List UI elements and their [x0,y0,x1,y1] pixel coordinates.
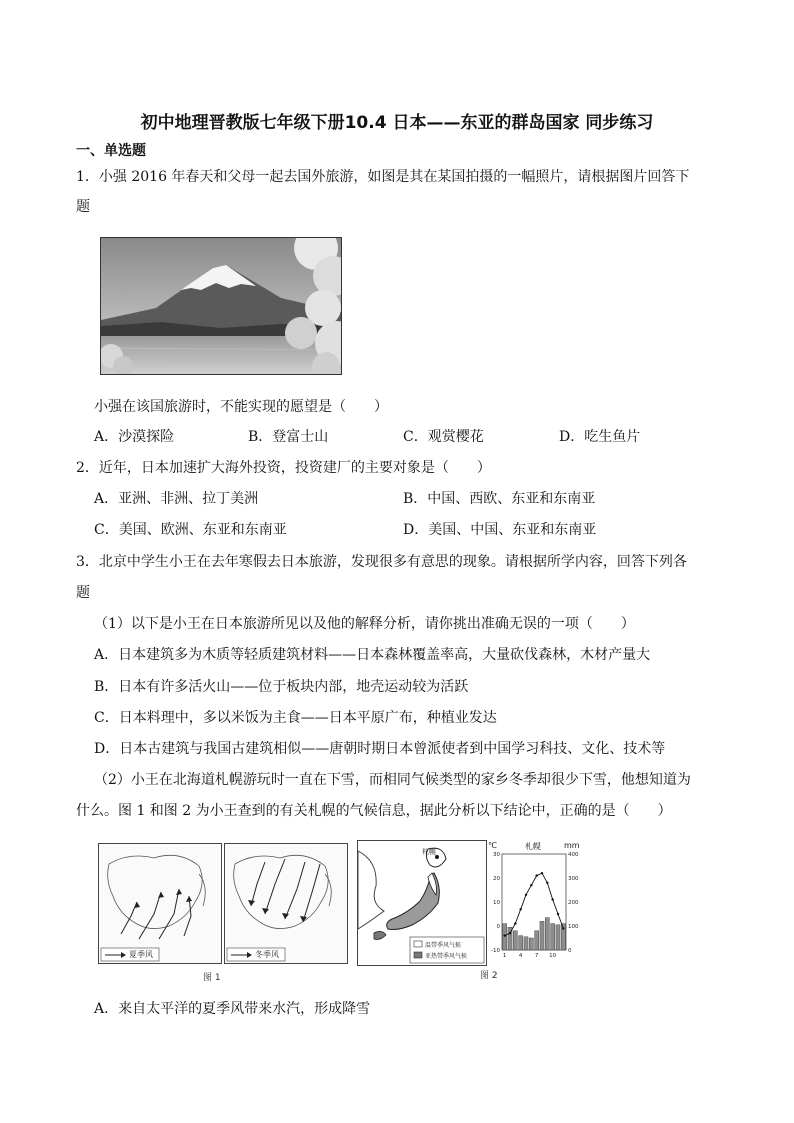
temperature-tick-label: -10 [491,948,500,954]
month-tick-label: 10 [549,953,557,959]
temperature-point [557,913,559,915]
precipitation-unit: mm [564,841,580,850]
mount-fuji-photo [100,237,342,375]
temperature-tick-label: 20 [493,876,500,882]
precipitation-bar [535,931,539,950]
temperature-point [519,908,521,910]
precipitation-bar [551,924,555,950]
precipitation-bar [529,938,533,950]
temperature-point [503,934,505,936]
temperature-point [509,932,511,934]
temperature-tick-label: 30 [493,852,500,858]
q2-stem: 2．近年，日本加速扩大海外投资，投资建厂的主要对象是（ ） [76,460,491,476]
precipitation-bar [513,931,517,950]
precipitation-bar [545,918,549,950]
winter-monsoon-label: 冬季风 [255,950,279,959]
precipitation-bar [540,921,544,950]
q3-sub1-option-a[interactable]: A．日本建筑多为木质等轻质建筑材料——日本森林覆盖率高，大量砍伐森林，木材产量大 [94,647,651,663]
q1-option-c[interactable]: C．观赏樱花 [403,429,484,445]
temperature-unit: ℃ [488,841,497,850]
precipitation-bar [556,925,560,950]
temperature-point [535,874,537,876]
q2-option-a[interactable]: A．亚洲、非洲、拉丁美洲 [94,491,259,507]
month-tick-label: 1 [502,953,507,959]
climate-chart-svg [488,840,580,964]
q3-sub1-option-d[interactable]: D．日本古建筑与我国古建筑相似——唐朝时期日本曾派使者到中国学习科技、文化、技术等 [94,741,666,757]
q1-stem-line2: 题 [76,199,90,215]
chart-title: 札幌 [525,842,541,851]
sapporo-city-label: 札幌 [422,848,436,856]
precipitation-tick-label: 100 [568,924,579,930]
q3-sub1-option-b[interactable]: B．日本有许多活火山——位于板块内部，地壳运动较为活跃 [94,679,469,695]
temperature-point [546,882,548,884]
q3-stem-line1: 3．北京中学生小王在去年寒假去日本旅游，发现很多有意思的现象。请根据所学内容，回答下列各 [76,554,687,570]
precipitation-tick-label: 0 [568,948,572,954]
temperature-point [525,894,527,896]
precipitation-tick-label: 300 [568,876,579,882]
summer-monsoon-label: 夏季风 [129,950,153,959]
temperature-tick-label: 0 [496,924,500,930]
q1-stem-line1: 1．小强 2016 年春天和父母一起去国外旅游，如图是其在某国拍摄的一幅照片，请根据图片回答下 [76,169,690,185]
q1-sub-question: 小强在该国旅游时，不能实现的愿望是（ ） [94,399,388,415]
legend-subtropical: 亚热带季风气候 [425,953,468,960]
figure-1-caption: 图 1 [203,973,221,983]
precipitation-bar [524,937,528,950]
q1-option-d[interactable]: D．吃生鱼片 [559,429,641,445]
winter-monsoon-map [224,843,348,964]
q2-option-c[interactable]: C．美国、欧洲、东亚和东南亚 [94,522,287,538]
q3-sub1: （1）以下是小王在日本旅游所见以及他的解释分析，请你挑出准确无误的一项（ ） [94,616,635,632]
q3-sub1-option-c[interactable]: C．日本料理中，多以米饭为主食——日本平原广布，种植业发达 [94,710,497,726]
summer-monsoon-map [98,843,222,964]
q2-option-d[interactable]: D．美国、中国、东亚和东南亚 [403,522,597,538]
temperature-point [541,872,543,874]
temperature-point [562,927,564,929]
legend-temperate: 温带季风气候 [425,942,462,949]
temperature-point [514,922,516,924]
q3-sub2-option-a[interactable]: A．来自太平洋的夏季风带来水汽，形成降雪 [94,1001,371,1017]
q3-sub2-line2: 什么。图 1 和图 2 为小王查到的有关札幌的气候信息，据此分析以下结论中，正确的是（ ） [76,803,672,819]
precipitation-tick-label: 400 [568,852,579,858]
page-title: 初中地理晋教版七年级下册10.4 日本——东亚的群岛国家 同步练习 [140,113,654,133]
precipitation-bar [519,936,523,950]
q1-option-b[interactable]: B．登富士山 [248,429,329,445]
sapporo-climate-chart [488,840,580,964]
q2-option-b[interactable]: B．中国、西欧、东亚和东南亚 [403,491,596,507]
month-tick-label: 7 [534,953,539,959]
temperature-point [530,884,532,886]
month-tick-label: 4 [518,953,523,959]
precipitation-tick-label: 200 [568,900,579,906]
q1-option-a[interactable]: A．沙漠探险 [94,429,175,445]
japan-climate-map [357,840,487,966]
section-heading: 一、单选题 [76,143,146,159]
temperature-tick-label: 10 [493,900,500,906]
figure-2-caption: 图 2 [480,971,498,981]
q3-sub2-line1: （2）小王在北海道札幌游玩时一直在下雪，而相同气候类型的家乡冬季却很少下雪，他想知道为 [94,772,691,788]
temperature-point [551,898,553,900]
q3-stem-line2: 题 [76,585,90,601]
